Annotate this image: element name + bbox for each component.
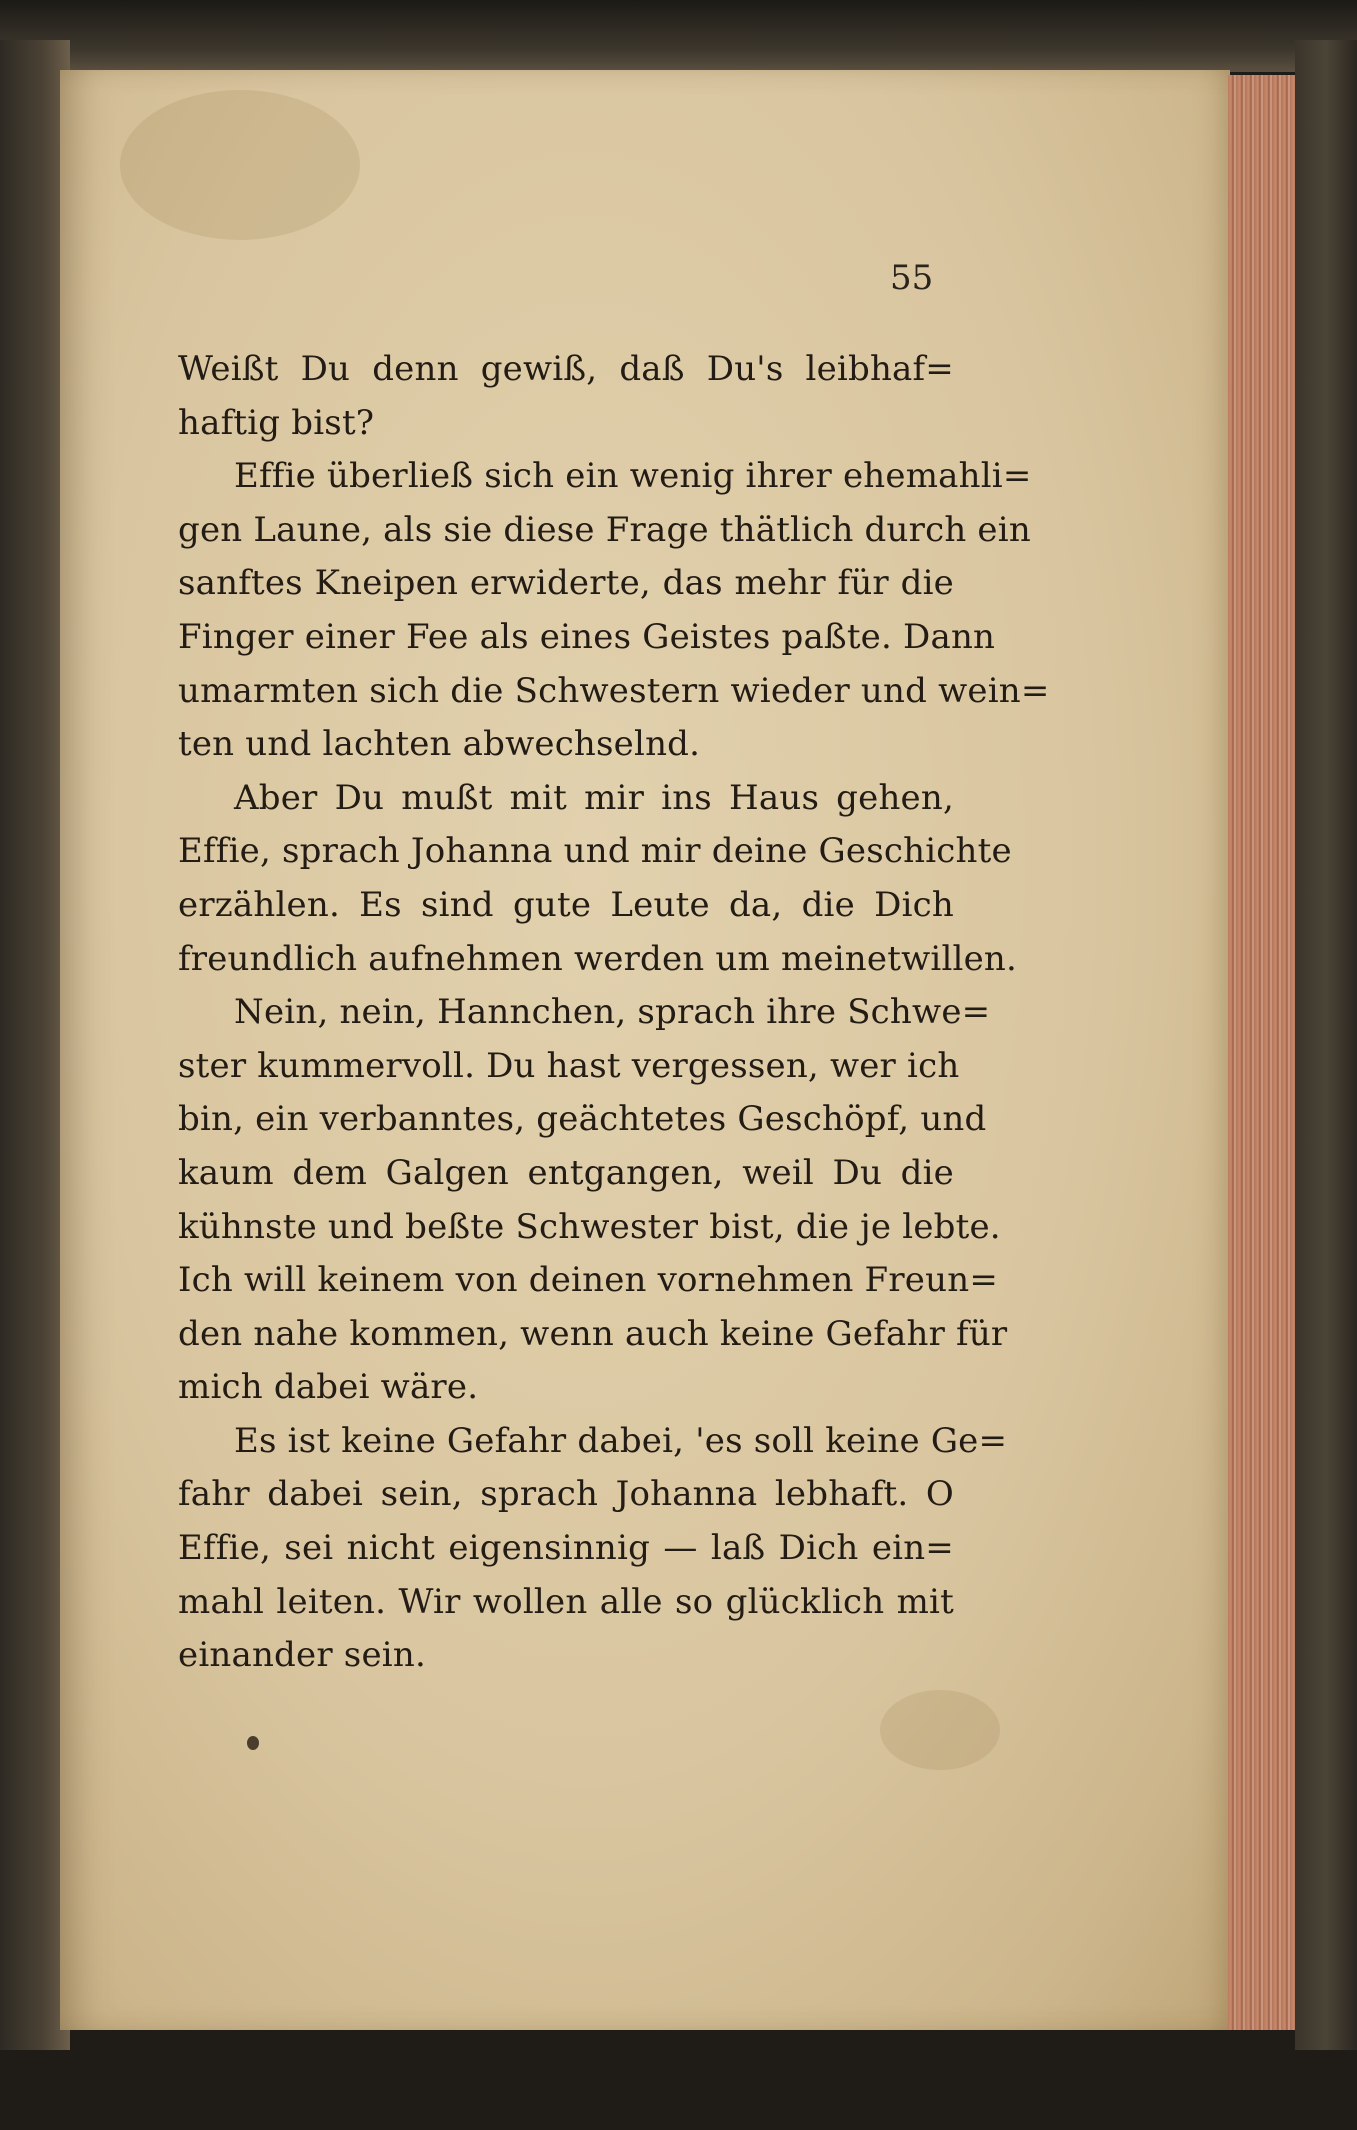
text-line: den nahe kommen, wenn auch keine Gefahr für — [178, 1313, 1008, 1354]
text-line: fahr dabei sein, sprach Johanna lebhaft. O — [178, 1474, 954, 1515]
page-text — [178, 343, 1050, 1683]
text-line: Aber Du mußt mit mir ins Haus gehen, — [234, 777, 954, 818]
text-line: kühnste und beßte Schwester bist, die je lebte. — [178, 1206, 1001, 1247]
text-line: Effie überließ sich ein wenig ihrer ehemahli= — [234, 456, 1032, 497]
text-line: Finger einer Fee als eines Geistes paßte. Dann — [178, 616, 996, 657]
ink-spot — [247, 1736, 259, 1750]
book-cover-top — [0, 0, 1357, 72]
text-line: gen Laune, als sie diese Frage thätlich durch ein — [178, 509, 1031, 550]
text-line: freundlich aufnehmen werden um meinetwillen. — [178, 938, 1018, 979]
text-line: Weißt Du denn gewiß, daß Du's leibhaf= — [178, 349, 954, 389]
text-line: umarmten sich die Schwestern wieder und wein= — [178, 670, 1050, 711]
text-line: sanftes Kneipen erwiderte, das mehr für die — [178, 563, 954, 604]
text-line: Es ist keine Gefahr dabei, 'es soll keine Ge= — [234, 1420, 1008, 1461]
text-line: mich dabei wäre. — [178, 1367, 479, 1408]
text-line: haftig bist? — [178, 402, 375, 443]
text-line: Nein, nein, Hannchen, sprach ihre Schwe= — [234, 992, 991, 1033]
text-line: bin, ein verbanntes, geächtetes Geschöpf, und — [178, 1099, 987, 1140]
book-cover-right — [1295, 40, 1357, 2050]
text-line: ster kummervoll. Du hast vergessen, wer ich — [178, 1045, 960, 1086]
text-line: Ich will keinem von deinen vornehmen Freun= — [178, 1260, 999, 1301]
page-edges — [1228, 75, 1298, 2030]
text-line: Effie, sprach Johanna und mir deine Geschichte — [178, 831, 1012, 872]
text-line: einander sein. — [178, 1635, 426, 1676]
text-line: Effie, sei nicht eigensinnig — laß Dich ein= — [178, 1528, 954, 1569]
text-line: ten und lachten abwechselnd. — [178, 724, 701, 765]
page-number: 55 — [890, 258, 934, 298]
text-line: kaum dem Galgen entgangen, weil Du die — [178, 1152, 954, 1193]
paper-stain — [880, 1690, 1000, 1770]
text-line: mahl leiten. Wir wollen alle so glücklich mit — [178, 1581, 954, 1622]
paper-stain — [120, 90, 360, 240]
text-line: erzählen. Es sind gute Leute da, die Dich — [178, 884, 954, 925]
